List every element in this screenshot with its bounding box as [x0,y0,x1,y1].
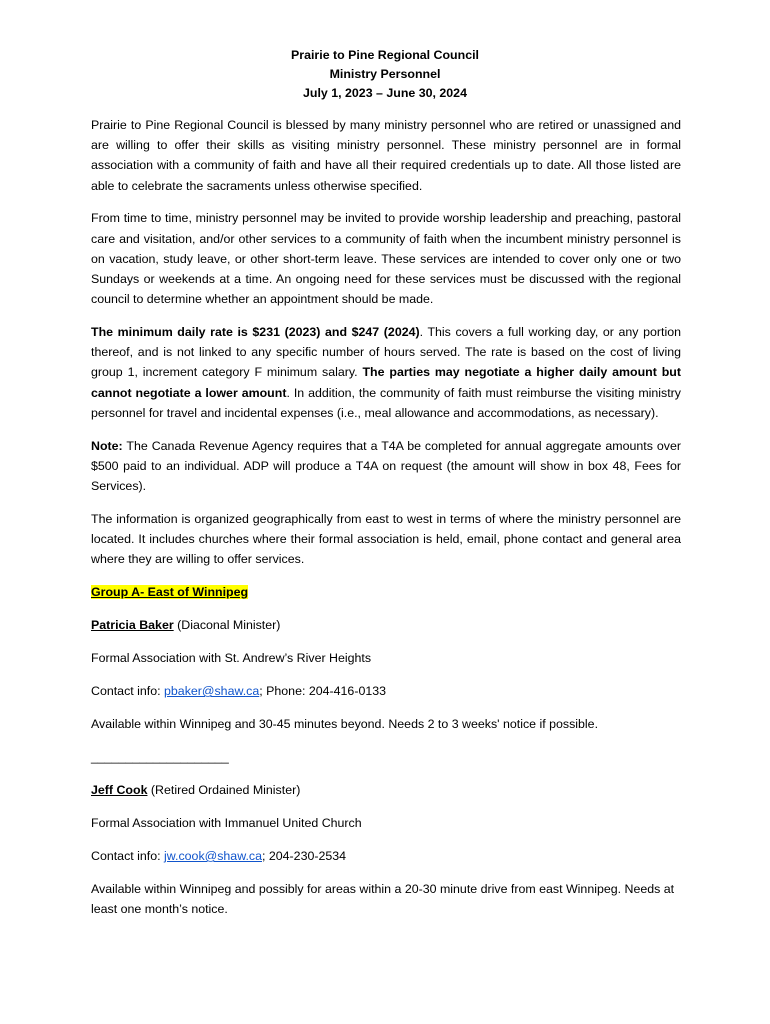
person-entry [91,780,681,919]
person-association: Formal Association with Immanuel United Church [91,816,362,831]
contact-prefix: Contact info: [91,684,165,699]
negotiate-bold-text: The parties may negotiate a higher daily amount but cannot negotiate a lower amount [91,365,681,400]
intro-paragraph-1: Prairie to Pine Regional Council is blessed by many ministry personnel who are retired or unassigned and are willing to offer their skills as visiting ministry personnel. These ministry personnel are in formal association with a community of faith and have all their required credentials up to date. All those listed are able to celebrate the sacraments unless otherwise specified. [91,118,681,193]
group-a-heading-text: Group A- East of Winnipeg [91,585,249,600]
person-availability: Available within Winnipeg and possibly for areas within a 20-30 minute drive from east Winnipeg. Needs at least one month’s notice. [91,882,675,917]
note-paragraph [91,436,681,497]
person-association: Formal Association with St. Andrew’s River Heights [91,651,372,666]
rate-text-2: . In addition, the community of faith must reimburse the visiting ministry personnel for travel and incidental expenses (i.e., meal allowance and accommodations, as necessary). [91,385,682,420]
person-name: Jeff Cook [91,783,148,798]
note-text: The Canada Revenue Agency requires that a T4A be completed for annual aggregate amounts over $500 paid to an individual. ADP will produce a T4A on request (the amount will show in box 48, Fees for Services). [91,438,681,494]
email-link[interactable]: pbaker@shaw.ca [164,684,260,699]
rate-bold-text: The minimum daily rate is $231 (2023) and $247 (2024) [91,325,420,340]
contact-phone: ; Phone: 204-416-0133 [259,684,387,699]
person-role: (Diaconal Minister) [173,618,281,633]
person-name-line [91,615,681,635]
person-entry [91,615,681,734]
email-link[interactable]: jw.cook@shaw.ca [164,849,262,864]
person-role: (Retired Ordained Minister) [147,783,301,798]
organization-paragraph: The information is organized geographically from east to west in terms of where the ministry personnel are located. It includes churches where their formal association is held, email, phone contact and general area where they are willing to offer services. [91,511,681,567]
person-availability: Available within Winnipeg and 30-45 minutes beyond. Needs 2 to 3 weeks' notice if possible. [91,717,599,732]
contact-prefix: Contact info: [91,849,165,864]
rate-paragraph [91,322,681,423]
document-body [91,115,681,932]
document-header [0,46,770,103]
contact-phone: ; 204-230-2534 [262,849,347,864]
rate-text-1: . This covers a full working day, or any portion thereof, and is not linked to any specific number of hours served. The rate is based on the cost of living group 1, increment category F minimum salary. [91,325,681,380]
note-label: Note: [91,438,123,453]
header-title: Ministry Personnel [329,67,441,81]
person-contact [91,681,681,701]
person-name: Patricia Baker [91,618,174,633]
intro-paragraph-2: From time to time, ministry personnel may be invited to provide worship leadership and preaching, pastoral care and visitation, and/or other services to a community of faith when the incumbent ministry personnel is on vacation, study leave, or other short-term leave. These services are intended to cover only one or two Sundays or weekends at a time. An ongoing need for these services must be discussed with the regional council to determine whether an appointment should be made. [91,211,681,307]
header-date-range: July 1, 2023 – June 30, 2024 [303,86,467,100]
header-council-name: Prairie to Pine Regional Council [291,48,479,62]
group-a-heading [91,582,681,602]
person-contact [91,846,681,866]
separator-line: ____________________ [91,750,229,765]
person-name-line [91,780,681,800]
